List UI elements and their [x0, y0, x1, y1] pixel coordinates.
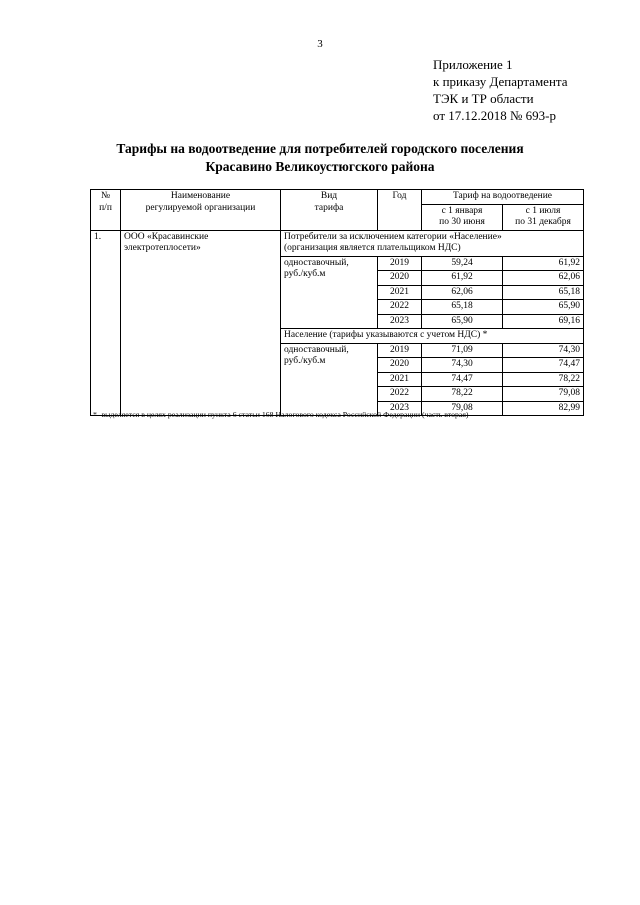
- tariff-h1-cell: 79,08: [422, 401, 503, 416]
- year-cell: 2023: [378, 314, 422, 329]
- header-tariff: Тариф на водоотведение: [422, 190, 584, 205]
- tariff-h2-cell: 61,92: [503, 256, 584, 271]
- group-heading: Потребители за исключением категории «Население» (организация является плательщиком НДС): [281, 230, 584, 256]
- document-title: [0, 140, 640, 176]
- year-cell: 2021: [378, 285, 422, 300]
- header-half2: с 1 июля по 31 декабря: [503, 204, 584, 230]
- header-year: Год: [378, 190, 422, 231]
- tariff-h1-cell: 62,06: [422, 285, 503, 300]
- year-cell: 2020: [378, 271, 422, 286]
- header-org: Наименование регулируемой организации: [121, 190, 281, 231]
- tariff-h1-cell: 65,90: [422, 314, 503, 329]
- header-row: [91, 190, 584, 205]
- appendix-block: [433, 56, 568, 124]
- year-cell: 2022: [378, 387, 422, 402]
- year-cell: 2023: [378, 401, 422, 416]
- year-cell: 2020: [378, 358, 422, 373]
- tariff-h1-cell: 59,24: [422, 256, 503, 271]
- tariff-h2-cell: 74,47: [503, 358, 584, 373]
- footnote: *- выделяется в целях реализации пункта 6 статьи 168 Налогового кодекса Российской Федерации (часть вторая): [93, 410, 469, 419]
- tariff-h2-cell: 65,90: [503, 300, 584, 315]
- year-cell: 2019: [378, 256, 422, 271]
- title-line: Тарифы на водоотведение для потребителей городского поселения: [116, 141, 524, 156]
- tariff-h1-cell: 71,09: [422, 343, 503, 358]
- appendix-line: ТЭК и ТР области: [433, 91, 534, 106]
- tariff-h1-cell: 65,18: [422, 300, 503, 315]
- tariff-h2-cell: 65,18: [503, 285, 584, 300]
- year-cell: 2019: [378, 343, 422, 358]
- tariff-table: [90, 189, 584, 416]
- tariff-h2-cell: 79,08: [503, 387, 584, 402]
- appendix-line: от 17.12.2018 № 693-р: [433, 108, 556, 123]
- group-heading: Население (тарифы указываются с учетом НДС) *: [281, 329, 584, 344]
- appendix-line: к приказу Департамента: [433, 74, 568, 89]
- group-heading-row: [91, 230, 584, 256]
- tariff-h1-cell: 78,22: [422, 387, 503, 402]
- tariff-h2-cell: 74,30: [503, 343, 584, 358]
- organization-name: ООО «Красавинские электротеплосети»: [121, 230, 281, 416]
- tariff-h1-cell: 74,30: [422, 358, 503, 373]
- title-line: Красавино Великоустюгского района: [205, 159, 435, 174]
- header-half1: с 1 января по 30 июня: [422, 204, 503, 230]
- year-cell: 2021: [378, 372, 422, 387]
- tariff-kind: одноставочный, руб./куб.м: [281, 343, 378, 416]
- header-kind: Вид тарифа: [281, 190, 378, 231]
- year-cell: 2022: [378, 300, 422, 315]
- tariff-h2-cell: 78,22: [503, 372, 584, 387]
- header-no: № п/п: [91, 190, 121, 231]
- tariff-h2-cell: 69,16: [503, 314, 584, 329]
- tariff-h1-cell: 74,47: [422, 372, 503, 387]
- tariff-h2-cell: 62,06: [503, 271, 584, 286]
- tariff-kind: одноставочный, руб./куб.м: [281, 256, 378, 329]
- tariff-h2-cell: 82,99: [503, 401, 584, 416]
- appendix-line: Приложение 1: [433, 57, 513, 72]
- row-number: 1.: [91, 230, 121, 416]
- page-number: 3: [317, 38, 323, 50]
- tariff-h1-cell: 61,92: [422, 271, 503, 286]
